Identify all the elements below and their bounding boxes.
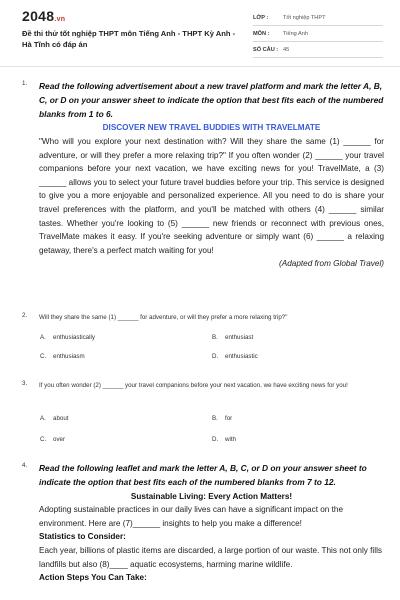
option-text: enthusiasm bbox=[53, 353, 85, 360]
stats-text: Each year, billions of plastic items are discarded, a large portion of our waste. This not only fills landfills but also (8)____ aquatic ecosystems, harming marine wildlife. bbox=[39, 545, 382, 569]
meta-key: LỚP : bbox=[253, 14, 269, 21]
option-b[interactable] bbox=[212, 415, 232, 422]
logo-suffix: .vn bbox=[54, 16, 66, 23]
meta-key: SỐ CÂU : bbox=[253, 46, 279, 53]
option-a[interactable] bbox=[40, 415, 68, 422]
option-text: over bbox=[53, 436, 66, 443]
advertisement-title: DISCOVER NEW TRAVEL BUDDIES WITH TRAVELMATE bbox=[102, 123, 321, 133]
question-stem: If you often wonder (2) ______ your travel companions before your next vacation, we have exciting news for you! bbox=[39, 382, 348, 389]
meta-row-count bbox=[253, 42, 383, 58]
meta-key: MÔN : bbox=[253, 30, 270, 37]
question-1-body bbox=[39, 80, 384, 271]
option-text: enthusiast bbox=[225, 334, 254, 341]
option-b[interactable] bbox=[212, 334, 253, 341]
question-4-body bbox=[39, 462, 384, 585]
leaflet-instruction: Read the following leaflet and mark the letter A, B, C, or D on your answer sheet to indicate the option that best fits each of the numbered blanks from 7 to 12. bbox=[39, 463, 367, 487]
option-letter: A. bbox=[40, 415, 46, 422]
option-text: for bbox=[225, 415, 233, 422]
site-logo[interactable] bbox=[22, 8, 65, 24]
option-letter: C. bbox=[40, 436, 47, 443]
question-number: 2. bbox=[22, 312, 28, 319]
stats-heading: Statistics to Consider: bbox=[39, 532, 126, 542]
passage-instruction: Read the following advertisement about a new travel platform and mark the letter A, B, C, or D on your answer sheet to indicate the option that best fits each of the numbered blanks from 1 to 6. bbox=[39, 81, 384, 119]
document-title: Đề thi thử tốt nghiệp THPT môn Tiếng Anh - THPT Kỳ Anh - Hà Tĩnh có đáp án bbox=[22, 29, 236, 49]
question-number: 1. bbox=[22, 80, 28, 87]
leaflet-title: Sustainable Living: Every Action Matters! bbox=[130, 491, 293, 501]
option-text: enthusiastically bbox=[53, 334, 95, 341]
passage-text: "Who will you explore your next destination with? Will they share the same (1) ______ for adventure, or will they prefer a more relaxing trip?" If you often wonder (2) ______ your travel companions before your next vacation, we have exciting news for you! TravelMate, a (3) ______ allows you to select your future travel buddies before your trip. This service is designed to give you a more enjoyable and personalized experience. All you need to do is share your travel preferences with the platform, and you'll be matched with others (4) ______ similar tastes. Whether you're looking to (5) ______ new friends or reconnect with previous ones, TravelMate makes it easy. If you're seeking adventure or simply want (6) ______ a relaxing getaway, there's a perfect match waiting for you! bbox=[39, 136, 384, 255]
passage-source: (Adapted from Global Travel) bbox=[279, 259, 384, 269]
question-stem: Will they share the same (1) ______ for adventure, or will they prefer a more relaxing trip?" bbox=[39, 314, 288, 321]
option-letter: C. bbox=[40, 353, 47, 360]
option-text: about bbox=[53, 415, 69, 422]
logo-main: 2048 bbox=[22, 8, 55, 24]
option-c[interactable] bbox=[40, 436, 65, 443]
header-divider bbox=[0, 66, 400, 67]
meta-row-subject bbox=[253, 26, 383, 42]
question-number: 3. bbox=[22, 380, 28, 387]
option-text: enthusiastic bbox=[225, 353, 258, 360]
option-c[interactable] bbox=[40, 353, 85, 360]
meta-value: 45 bbox=[283, 46, 290, 53]
question-number: 4. bbox=[22, 462, 28, 469]
option-d[interactable] bbox=[212, 436, 236, 443]
page-header bbox=[0, 0, 400, 60]
option-letter: B. bbox=[212, 415, 218, 422]
meta-value: Tốt nghiệp THPT bbox=[283, 14, 326, 21]
meta-row-class bbox=[253, 10, 383, 26]
exam-meta-table bbox=[253, 10, 383, 58]
option-a[interactable] bbox=[40, 334, 95, 341]
leaflet-intro: Adopting sustainable practices in our daily lives can have a significant impact on the environment. Here are (7)______ insights to help you make a difference! bbox=[39, 505, 344, 528]
option-letter: D. bbox=[212, 353, 219, 360]
meta-value: Tiếng Anh bbox=[283, 30, 308, 37]
option-letter: D. bbox=[212, 436, 219, 443]
option-text: with bbox=[225, 436, 237, 443]
steps-heading: Action Steps You Can Take: bbox=[39, 573, 147, 583]
option-letter: A. bbox=[40, 334, 46, 341]
option-d[interactable] bbox=[212, 353, 258, 360]
option-letter: B. bbox=[212, 334, 218, 341]
